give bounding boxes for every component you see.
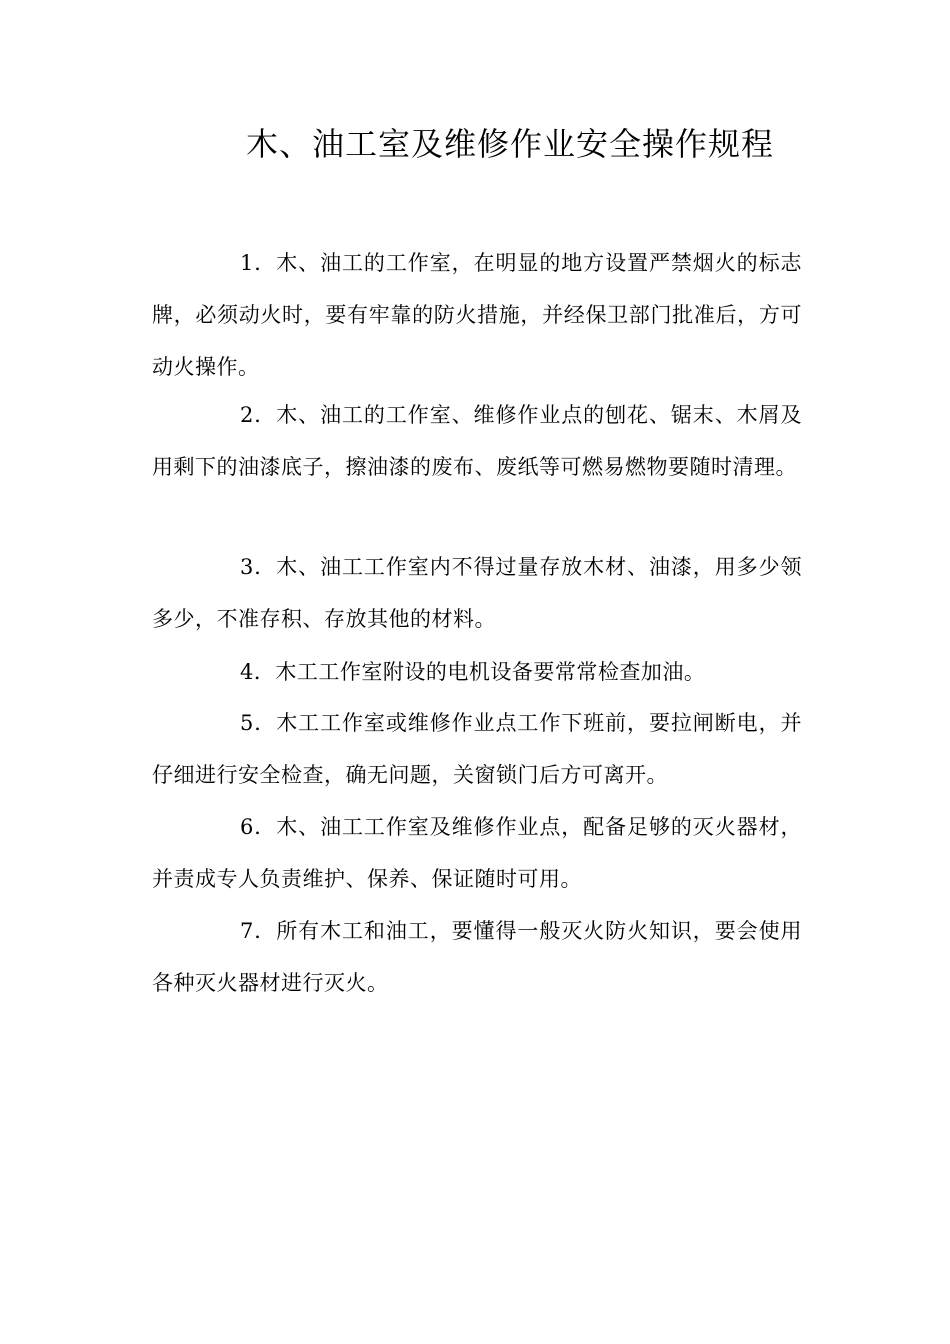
rule-item-4: 4．木工工作室附设的电机设备要常常检查加油。: [240, 660, 706, 684]
document-title: 木、油工室及维修作业安全操作规程: [245, 125, 774, 163]
rule-item-7: 7．所有木工和油工，要懂得一般灭火防火知识，要会使用各种灭火器材进行灭火。: [152, 919, 802, 995]
rule-item-5: 5．木工工作室或维修作业点工作下班前，要拉闸断电，并仔细进行安全检查，确无问题，关窗锁门后方可离开。: [152, 711, 802, 787]
rule-item-1: 1．木、油工的工作室，在明显的地方设置严禁烟火的标志牌，必须动火时，要有牢靠的防火措施，并经保卫部门批准后，方可动火操作。: [152, 251, 802, 379]
rule-item-6: 6．木、油工工作室及维修作业点，配备足够的灭火器材，并责成专人负责维护、保养、保证随时可用。: [152, 815, 802, 891]
rule-item-3: 3．木、油工工作室内不得过量存放木材、油漆，用多少领多少，不准存积、存放其他的材料。: [152, 555, 802, 631]
rule-item-2: 2．木、油工的工作室、维修作业点的刨花、锯末、木屑及用剩下的油漆底子，擦油漆的废布、废纸等可燃易燃物要随时清理。: [152, 403, 802, 479]
